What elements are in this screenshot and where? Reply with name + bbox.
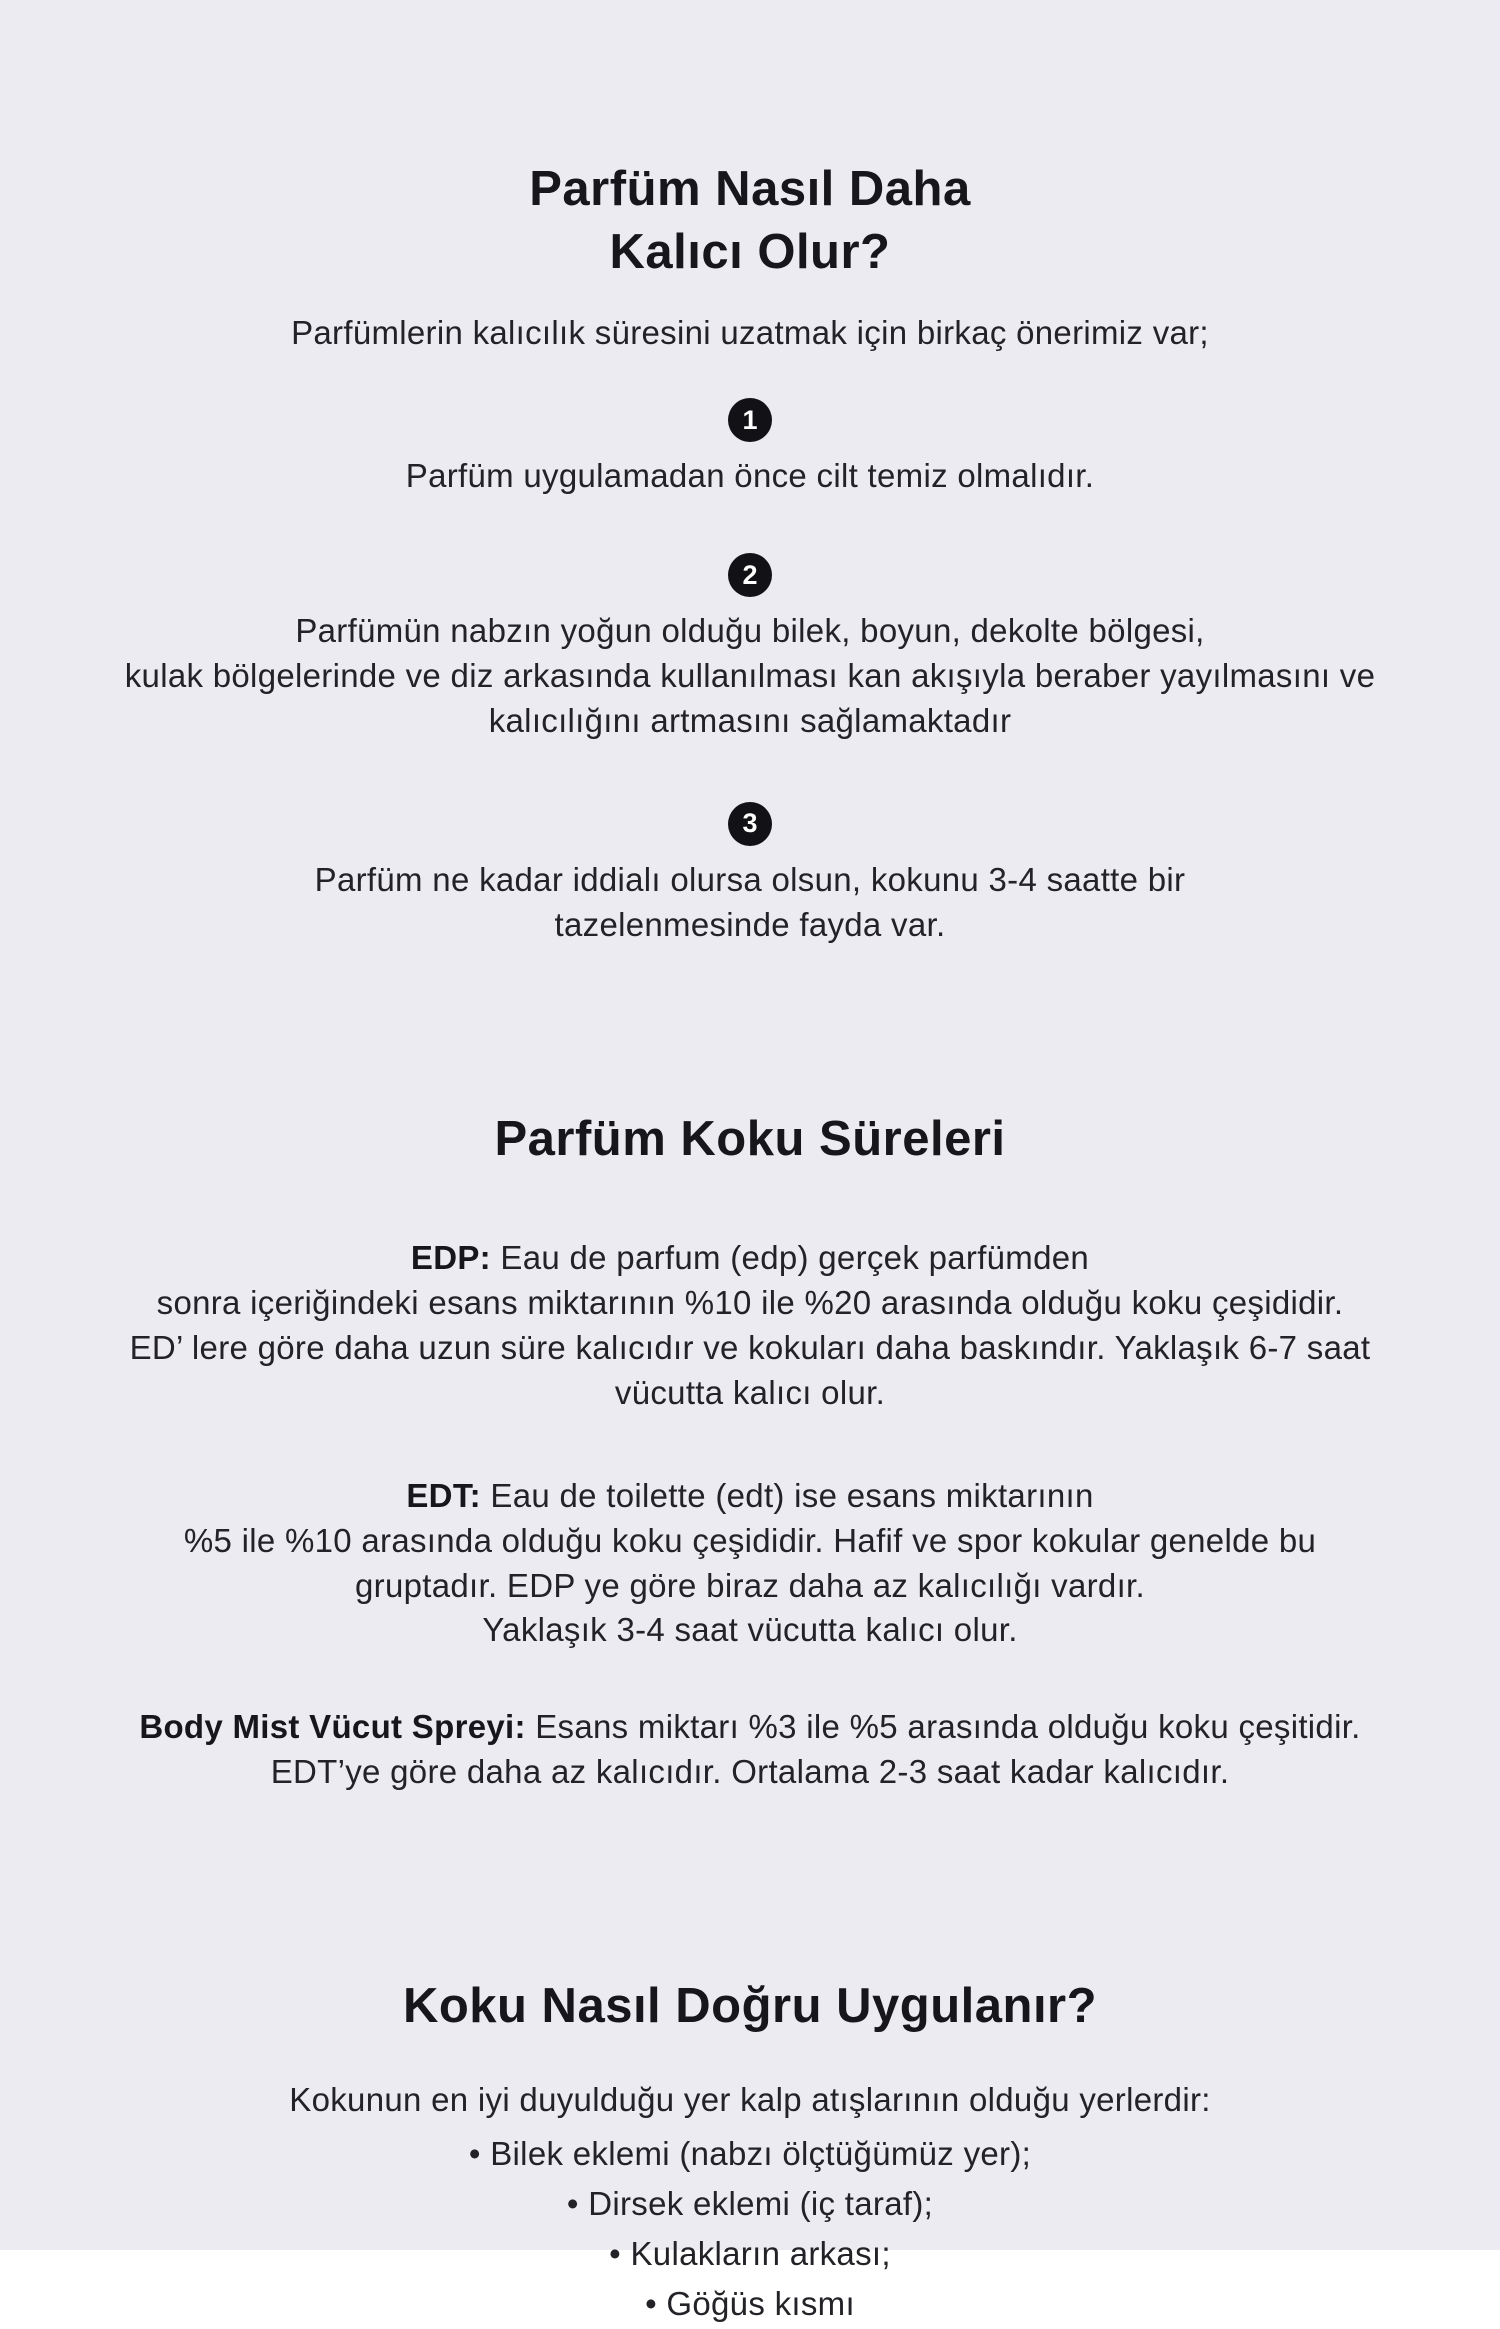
edp-line: ED’ lere göre daha uzun süre kalıcıdır ve kokuları daha baskındır. Yaklaşık 6-7 saat [129,1329,1371,1367]
tip-3-text [0,858,1500,948]
tip-1-text [0,454,1500,499]
edt-label: EDT: [406,1476,481,1514]
tip-2-text [0,609,1500,744]
persistence-title-line-2: Kalıcı Olur? [609,224,891,279]
tip-step-2 [0,553,1500,744]
persistence-section-title [0,158,1500,283]
step-2-number-badge-icon: 2 [728,553,772,597]
edp-first-line-rest: Eau de parfum (edp) gerçek parfümden [490,1239,1090,1277]
application-bullet-list [0,2129,1500,2329]
edt-line: %5 ile %10 arasında olduğu koku çeşididir. Hafif ve spor kokular genelde bu [183,1521,1317,1559]
body-mist-line: EDT’ye göre daha az kalıcıdır. Ortalama 2-3 saat kadar kalıcıdır. [270,1753,1230,1791]
body-mist-first-line [0,1705,1500,1750]
tip-2-line: kulak bölgelerinde ve diz arkasında kullanılması kan akışıyla beraber yayılmasını ve [124,657,1376,695]
tip-3-line: tazelenmesinde fayda var. [554,905,946,943]
application-intro: Kokunun en iyi duyulduğu yer kalp atışlarının olduğu yerlerdir: [289,2080,1211,2118]
persistence-intro: Parfümlerin kalıcılık süresini uzatmak için birkaç önerimiz var; [291,314,1209,352]
durations-section-title: Parfüm Koku Süreleri [494,1111,1006,1166]
step-3-number-badge-icon: 3 [728,802,772,846]
tip-step-3 [0,802,1500,948]
bullet-item-wrist: • Bilek eklemi (nabzı ölçtüğümüz yer); [468,2134,1032,2172]
tip-3-line: Parfüm ne kadar iddialı olursa olsun, kokunu 3-4 saatte bir [314,860,1186,898]
tip-step-1 [0,398,1500,499]
bullet-item-elbow: • Dirsek eklemi (iç taraf); [566,2184,934,2222]
tip-1-line: Parfüm uygulamadan önce cilt temiz olmalıdır. [405,457,1095,495]
body-mist-label: Body Mist Vücut Spreyi: [139,1708,526,1746]
edp-line: sonra içeriğindeki esans miktarının %10 ile %20 arasında olduğu koku çeşididir. [156,1284,1344,1322]
edp-paragraph [0,1236,1500,1416]
step-1-number-badge-icon: 1 [728,398,772,442]
edp-line: vücutta kalıcı olur. [614,1373,886,1411]
application-section-title: Koku Nasıl Doğru Uygulanır? [402,1979,1098,2034]
edt-first-line-rest: Eau de toilette (edt) ise esans miktarının [480,1476,1094,1514]
edt-line: gruptadır. EDP ye göre biraz daha az kalıcılığı vardır. [355,1566,1145,1604]
bullet-item-chest: • Göğüs kısmı [645,2285,855,2323]
edt-paragraph [0,1474,1500,1654]
edt-line: Yaklaşık 3-4 saat vücutta kalıcı olur. [482,1611,1018,1649]
persistence-title-line-1: Parfüm Nasıl Daha [529,162,971,216]
bullet-item-behind-ears: • Kulakların arkası; [609,2234,891,2272]
body-mist-first-line-rest: Esans miktarı %3 ile %5 arasında olduğu koku çeşitidir. [525,1708,1361,1746]
body-mist-paragraph [0,1705,1500,1795]
tip-2-line: Parfümün nabzın yoğun olduğu bilek, boyun, dekolte bölgesi, [295,612,1205,650]
edp-first-line [0,1236,1500,1281]
edp-label: EDP: [410,1239,491,1277]
edt-first-line [0,1474,1500,1519]
tip-2-line: kalıcılığını artmasını sağlamaktadır [488,701,1012,739]
